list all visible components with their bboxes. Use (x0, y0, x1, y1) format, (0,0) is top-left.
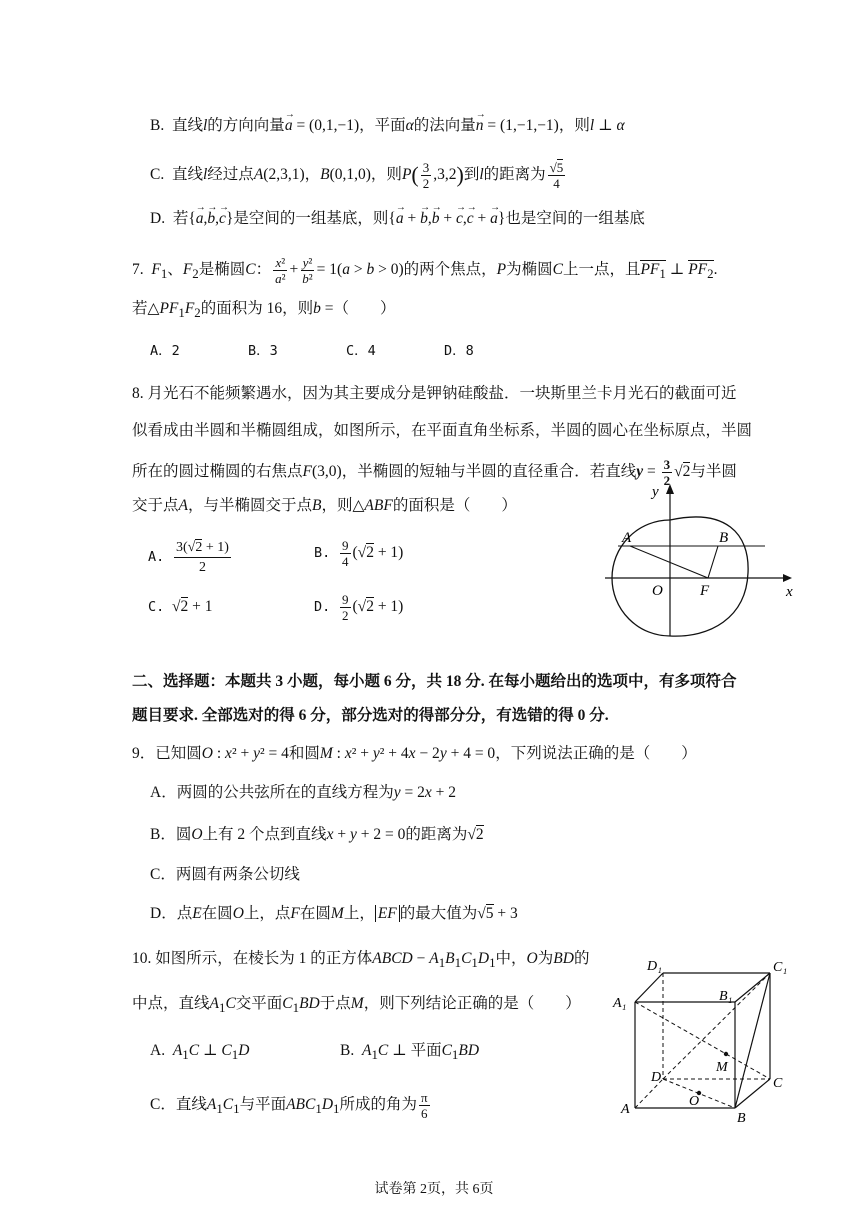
text: 是椭圆 (198, 261, 246, 279)
text: 在圆 (201, 905, 233, 922)
label-a: A (621, 1102, 630, 1117)
q7-stem-line2: 若$\triangle PF_1F_2$的面积为 16，则b =（ ） (132, 300, 396, 321)
q8-option-c: C. √2 + 1 (148, 598, 213, 615)
text: 是空间的一组基底，则 (233, 210, 389, 227)
text: 若 (132, 300, 148, 317)
origin-label: O (652, 583, 663, 599)
option-label: A. (150, 1042, 166, 1059)
option-label: B. (150, 117, 165, 134)
option-label: B. (314, 545, 331, 562)
q7-option-b: B．3 (248, 343, 278, 359)
y-label: y (652, 484, 659, 500)
text: 的距离为 (483, 166, 546, 184)
text: A．两圆的公共弦所在的直线方程为 (150, 784, 394, 801)
text: 直线 (171, 117, 203, 134)
text: 与平面 (239, 1096, 287, 1114)
text: 中， (495, 950, 527, 967)
q10-stem: 10. 如图所示，在棱长为 1 的正方体ABCD − $A_1B_1C_1D_1$中，O为BD的 (132, 950, 590, 971)
text: 的距离为 (405, 826, 468, 843)
point-m (724, 1052, 728, 1056)
question-number: 9． (132, 745, 156, 762)
option-label: D. (150, 210, 166, 227)
text: 的最大值为 (399, 905, 478, 922)
text: ，则 (321, 497, 353, 514)
text: 已知圆 (155, 745, 202, 762)
section2-line1: 二、选择题：本题共 3 小题，每小题 6 分，共 18 分. 在每小题给出的选项中，有多项符合 (132, 673, 737, 690)
edge-bc (735, 1079, 770, 1108)
text: 的面积为 16，则 (200, 300, 314, 317)
label-m: M (716, 1060, 728, 1075)
label-o: O (689, 1094, 700, 1109)
text: D．点 (150, 905, 193, 922)
q8-figure (600, 478, 800, 638)
text: ，下列说法正确的是（ ） (495, 745, 697, 762)
text: 平面 (410, 1042, 442, 1059)
label-b: B (737, 1111, 746, 1126)
q8-option-a: A. $\frac{3(√2 + 1)}{2}$ (148, 540, 229, 575)
text: B．圆 (150, 826, 192, 843)
label-a1: A₁ (613, 996, 627, 1011)
text: 到 (463, 166, 480, 184)
text: 所成的角为 (339, 1096, 417, 1114)
text: 的两个焦点， (403, 261, 497, 279)
page-footer: 试卷第 2页，共 6页 (374, 1182, 494, 1197)
q7-options (150, 340, 474, 362)
diag-bc1 (735, 973, 770, 1108)
q6-option-b: B. 直线l的方向向量→ a = (0,1,−1)，平面α的法向量→ n = (1,−1,−1)，则l ⊥ α (150, 115, 625, 137)
text: 经过点 (207, 166, 254, 184)
point-a-label: A (622, 530, 632, 546)
label-d: D (651, 1070, 662, 1085)
text: 的面积是（ ） (392, 497, 517, 514)
text: 的法向量 (413, 117, 476, 134)
q10-option-a: A. $A_1C$ ⊥ $C_1D$ (150, 1042, 250, 1063)
question-number: 7. (132, 261, 144, 279)
text: 月光石不能频繁遇水，因为其主要成分是钾钠硅酸盐．一块斯里兰卡月光石的截面可近 (147, 385, 737, 402)
section2-line2: 题目要求. 全部选对的得 6 分，部分选对的得部分分，有选错的得 0 分. (132, 707, 609, 724)
text: 为椭圆 (506, 261, 553, 279)
diag-a1c (635, 1002, 770, 1079)
text: ， (304, 166, 321, 184)
text: 交平面 (235, 995, 283, 1012)
q8-option-d: D. $\frac{9}{2}$ (√2 + 1) (314, 592, 404, 623)
q7-option-c: C．4 (346, 343, 376, 359)
q7-stem: 7. $F_1$、$F_2$是椭圆C： $\frac{\text{x²}}{\text{a²}}$ + $\frac{\text{y²}}{\text{b²}}$ = 1(a > b > 0)的两个焦点，P为椭圆C上一点，且$PF_1$ ⊥ $PF_2$. (132, 255, 718, 286)
option-label: A. (148, 549, 165, 566)
text: 为 (537, 950, 554, 967)
q8-line4: 交于点A，与半椭圆交于点B，则△ABF的面积是（ ） (132, 497, 517, 514)
x-label: x (786, 584, 793, 600)
text: 上，点 (243, 905, 291, 922)
option-label: B. (340, 1042, 355, 1059)
text: 上一点，且 (562, 261, 641, 279)
q6-option-c: C. 直线l经过点A(2,3,1)，B(0,1,0)，则P( $\frac{3}{2}$ ,3,2)到l的距离为 $\frac{√5}{4}$ (150, 160, 564, 191)
text: ，则 (558, 117, 590, 134)
text: 与半圆 (690, 463, 737, 481)
half-ellipse (670, 517, 748, 636)
label-c: C (773, 1076, 783, 1091)
option-label: D. (314, 599, 331, 616)
label-d1: D₁ (647, 959, 662, 974)
segment-af (630, 546, 708, 578)
q8-line3: 所在的圆过椭圆的右焦点F(3,0)，半椭圆的短轴与半圆的直径重合．若直线y = $\frac{3}{2}$ √2与半圆 (132, 457, 737, 488)
q10-option-b: B. $A_1C$ ⊥ 平面$C_1BD$ (340, 1042, 480, 1063)
edge-a1d1 (635, 973, 663, 1002)
q10-cube-figure (605, 955, 805, 1130)
text: 如图所示，在棱长为 1 的正方体 (155, 950, 373, 967)
point-b-label: B (719, 530, 729, 546)
text: 似看成由半圆和半椭圆组成，如图所示，在平面直角坐标系，半圆的圆心在坐标原点，半圆 (132, 422, 753, 439)
q10-stem-line2: 中点，直线$A_1C$交平面$C_1BD$于点M，则下列结论正确的是（ ） (132, 995, 581, 1016)
text: 交于点 (132, 497, 179, 514)
text: 所在的圆过椭圆的右焦点 (132, 463, 303, 481)
option-label: C. (150, 166, 165, 184)
text: ，半椭圆的短轴与半圆的直径重合．若直线 (341, 463, 637, 481)
q7-option-a: A．2 (150, 343, 180, 359)
y-axis-arrow (666, 484, 674, 494)
q9-option-b: B．圆O上有 2 个点到直线x + y + 2 = 0的距离为√2 (150, 826, 484, 843)
text: 上， (343, 905, 375, 922)
question-number: 10. (132, 950, 152, 967)
option-label: C. (148, 599, 165, 615)
text: 的方向向量 (207, 117, 285, 134)
text: ，则下列结论正确的是（ ） (363, 995, 581, 1012)
text: 于点 (319, 995, 351, 1012)
text: 直线 (171, 166, 203, 184)
text: 也是空间的一组基底 (505, 210, 645, 227)
x-axis-arrow (783, 574, 792, 582)
text: 和圆 (288, 745, 320, 762)
text: 中点，直线 (132, 995, 210, 1012)
question-number: 8. (132, 385, 144, 402)
q8-line1 (132, 383, 737, 405)
q9-stem: 9．已知圆O : x² + y² = 4和圆M : x² + y² + 4x − 2y + 4 = 0，下列说法正确的是（ ） (132, 745, 697, 762)
q8-option-b: B. $\frac{9}{4}$ (√2 + 1) (314, 538, 404, 569)
point-f-label: F (700, 583, 710, 599)
q9-option-c: C．两圆有两条公切线 (150, 866, 300, 883)
text: 上有 2 个点到直线 (202, 826, 327, 843)
text: （ ） (333, 300, 396, 317)
text: 的 (573, 950, 590, 967)
text: ，则 (370, 166, 402, 184)
segment-bf (708, 546, 718, 578)
q8-line2 (132, 420, 752, 442)
q9-option-d: D．点E在圆O上，点F在圆M上， EF 的最大值为√5 + 3 (150, 905, 518, 922)
text: ，平面 (359, 117, 406, 134)
q7-option-d: D．8 (444, 343, 474, 359)
q6-option-d: D. 若{→ a,→ b,→ c}是空间的一组基底，则{→ a + → b,→ b + → c,→ c + → a}也是空间的一组基底 (150, 208, 645, 230)
edge-b1c1 (735, 973, 770, 1002)
q10-option-c: C．直线$A_1C_1$与平面$ABC_1D_1$所成的角为 $\frac{\pi}{6}$ (150, 1090, 428, 1121)
label-c1: C₁ (773, 960, 788, 975)
text: ，与半椭圆交于点 (187, 497, 312, 514)
label-b1: B₁ (719, 989, 733, 1004)
text: 在圆 (299, 905, 331, 922)
text: C．直线 (150, 1096, 207, 1114)
text: 若 (172, 210, 189, 227)
q9-option-a: A．两圆的公共弦所在的直线方程为y = 2x + 2 (150, 784, 456, 801)
